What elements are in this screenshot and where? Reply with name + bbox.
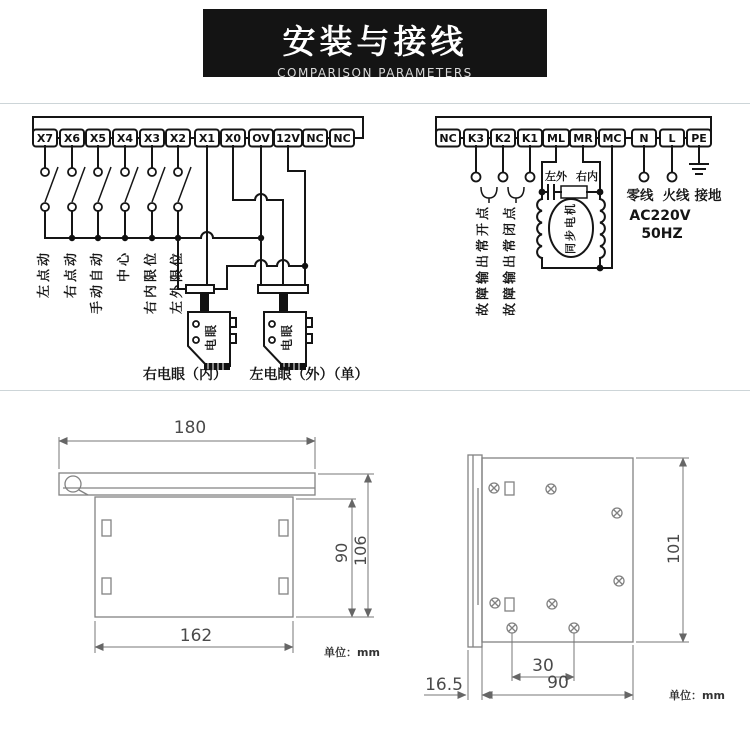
- input-switches: [41, 146, 264, 241]
- terminal-x6: X6: [63, 132, 81, 145]
- terminal-k1: K1: [521, 132, 539, 145]
- frequency-label: 50HZ: [641, 226, 683, 242]
- terminal-nc: NC: [439, 132, 457, 145]
- sensor-wiring: [178, 146, 308, 289]
- no-contact-symbol: [481, 187, 497, 203]
- switch-label-right-inner-limit: 右内限位: [144, 249, 159, 314]
- terminal-k2: K2: [494, 132, 512, 145]
- motor-name-label: 同步电机: [564, 202, 577, 254]
- live-label: 火线: [662, 188, 690, 204]
- terminal-x3: X3: [143, 132, 161, 145]
- page-title: 安装与接线: [282, 22, 468, 61]
- ground-icon: [690, 146, 708, 174]
- terminal-mc: MC: [602, 132, 622, 145]
- terminal-mr: MR: [573, 132, 593, 145]
- power-terminals: [627, 146, 723, 242]
- right-eye-label: 右电眼（内）: [143, 367, 227, 383]
- dim-inner-height: 90: [332, 542, 351, 563]
- terminal-k3: K3: [467, 132, 485, 145]
- motor-left-tap-label: 左外: [545, 170, 567, 183]
- side-view-unit: 单位：mm: [669, 689, 725, 702]
- terminal-12v: 12V: [276, 132, 300, 145]
- dim-bottom-width: 162: [179, 626, 213, 646]
- switch-left-outer-limit: [174, 146, 191, 238]
- left-eye-text: 电眼: [280, 322, 294, 351]
- motor-right-tap-label: 右内: [576, 170, 598, 183]
- left-eye-label: 左电眼（外）（单）: [249, 367, 369, 383]
- dim-overall-height: 106: [351, 535, 370, 566]
- terminal-x1: X1: [198, 132, 216, 145]
- dim-flange-depth: 16.5: [425, 675, 463, 695]
- switch-label-left-outer-limit: 左外限位: [170, 249, 185, 314]
- switch-right-jog: [68, 146, 85, 238]
- side-view-drawing: [418, 438, 750, 715]
- terminal-n: N: [639, 132, 649, 145]
- terminal-ov: OV: [252, 132, 270, 145]
- switch-label-manual-auto: 手动自动: [90, 249, 105, 314]
- front-view-part: [59, 473, 315, 617]
- dim-hole-pitch: 30: [532, 656, 554, 676]
- dim-top-width: 180: [173, 418, 207, 438]
- right-terminal-strip: [436, 117, 711, 147]
- switch-label-right-jog: 右点动: [64, 249, 79, 298]
- switch-label-center: 中心: [117, 249, 132, 282]
- front-view-unit: 单位：mm: [324, 646, 380, 659]
- dim-side-height: 101: [664, 533, 683, 564]
- terminal-x0: X0: [224, 132, 242, 145]
- terminal-ml: ML: [547, 132, 565, 145]
- left-wiring-diagram: [10, 104, 385, 392]
- terminal-nc1: NC: [306, 132, 324, 145]
- switch-left-jog: [41, 146, 58, 238]
- terminal-x5: X5: [89, 132, 107, 145]
- dim-bottom-width: 90: [547, 673, 569, 693]
- switch-center: [121, 146, 138, 238]
- side-view-part: [468, 455, 633, 647]
- front-view-dimensions: [59, 418, 380, 659]
- terminal-nc2: NC: [333, 132, 351, 145]
- terminal-l: L: [668, 132, 676, 145]
- motor-coil-left: [537, 199, 542, 258]
- switch-manual-auto: [94, 146, 111, 238]
- left-terminal-strip: [33, 117, 363, 147]
- right-eye-text: 电眼: [204, 322, 218, 351]
- neutral-label: 零线: [626, 188, 654, 204]
- terminal-pe: PE: [691, 132, 707, 145]
- terminal-x4: X4: [116, 132, 134, 145]
- page-subtitle: COMPARISON PARAMETERS: [277, 66, 473, 80]
- fault-nc-label: 故障输出常闭点: [503, 203, 518, 316]
- earth-label: 接地: [694, 188, 722, 204]
- side-view-dimensions: [424, 458, 725, 702]
- header-banner: [203, 9, 547, 80]
- switch-label-left-jog: 左点动: [37, 249, 52, 298]
- motor-coil-right: [600, 199, 605, 258]
- terminal-x2: X2: [169, 132, 187, 145]
- switch-right-inner-limit: [148, 146, 165, 238]
- fault-no-label: 故障输出常开点: [476, 203, 491, 316]
- front-view-drawing: [28, 408, 390, 670]
- nc-contact-symbol: [508, 187, 524, 203]
- voltage-label: AC220V: [629, 208, 691, 224]
- terminal-x7: X7: [36, 132, 54, 145]
- fault-output-contacts: [472, 146, 535, 203]
